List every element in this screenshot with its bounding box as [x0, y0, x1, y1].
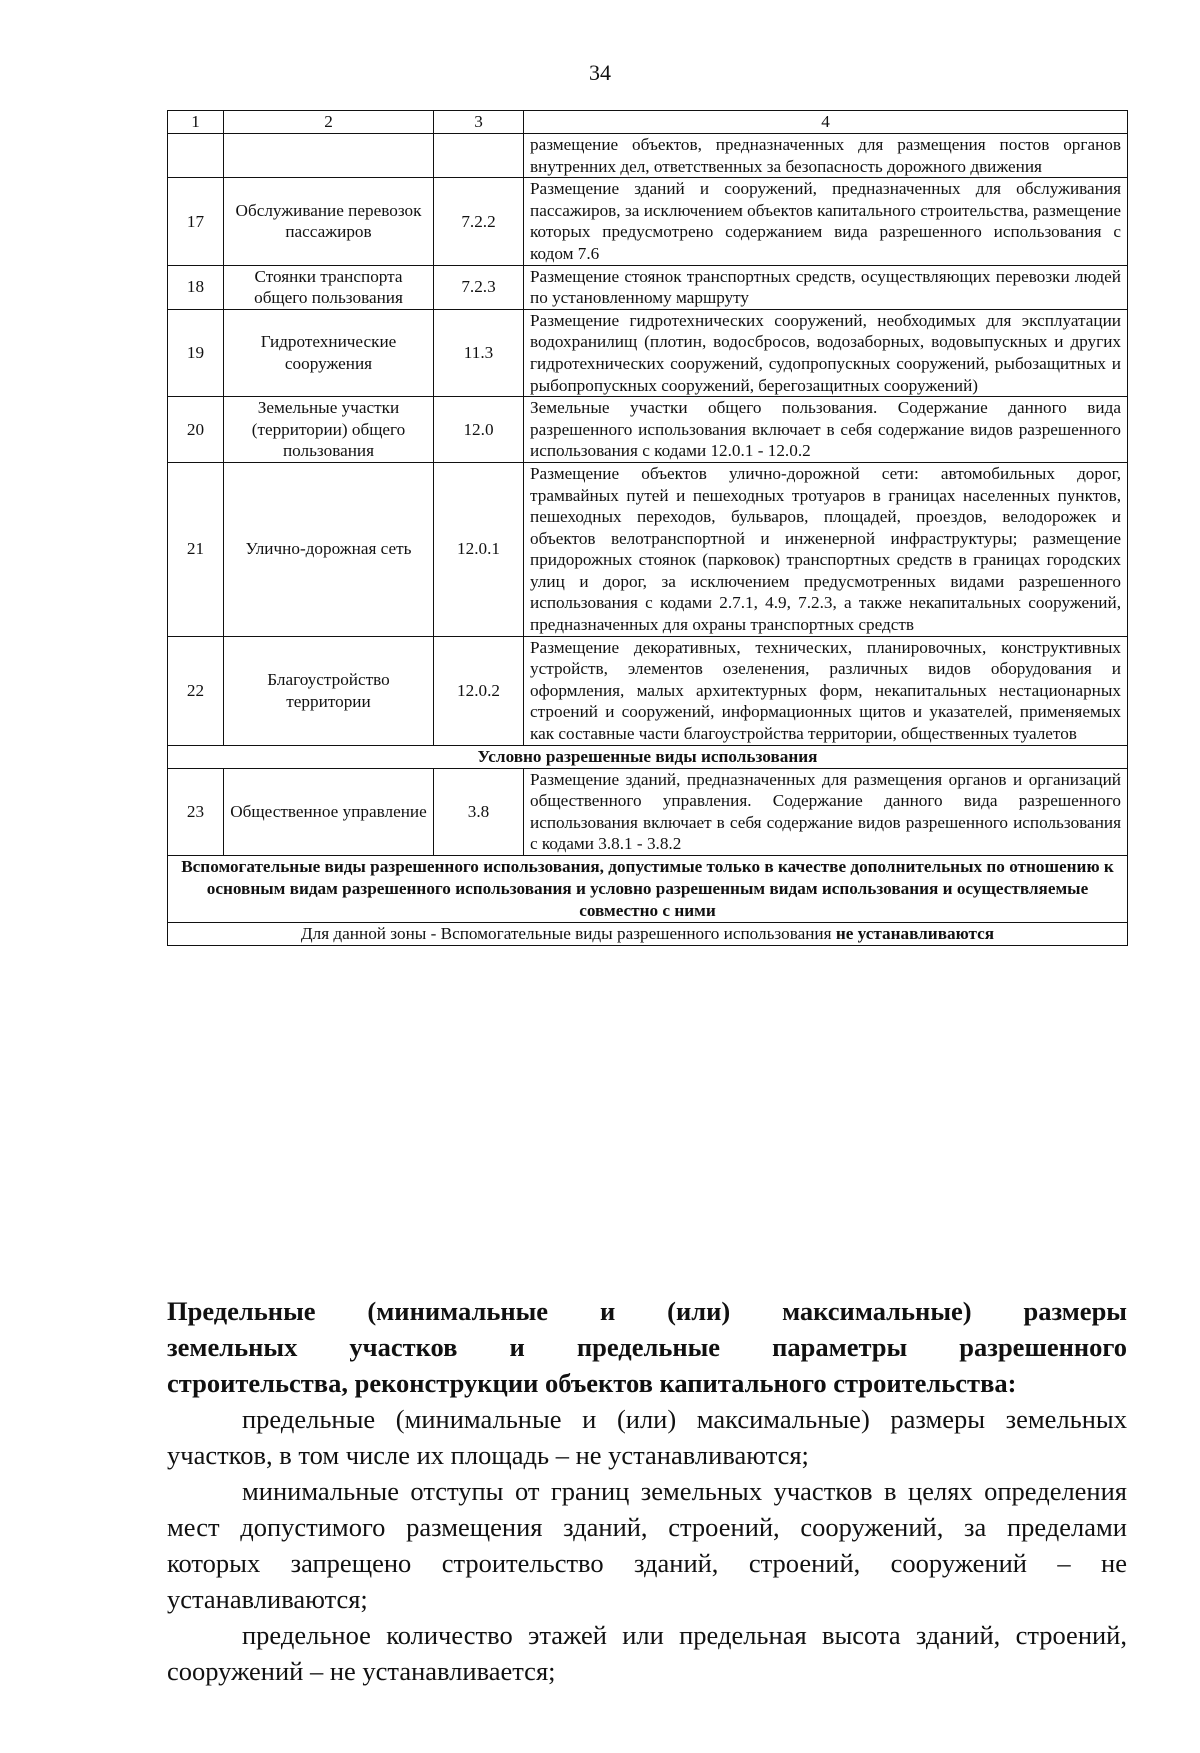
row-code: 7.2.2 [434, 178, 524, 265]
row-code: 7.2.3 [434, 265, 524, 309]
page-number: 34 [589, 60, 611, 85]
row-name: Общественное управление [224, 768, 434, 855]
paragraph: предельные (минимальные и (или) максимальные) размеры земельных участков, в том числе их площадь – не устанавливаются; [167, 1404, 1127, 1470]
table-row [168, 178, 1128, 265]
table-row [168, 462, 1128, 636]
row-num: 18 [168, 265, 224, 309]
row-desc: Земельные участки общего пользования. Содержание данного вида разрешенного использования включает в себя содержание видов разрешенного использования с кодами 12.0.1 - 12.0.2 [524, 397, 1128, 463]
row-num: 19 [168, 309, 224, 396]
row-continuation-desc: размещение объектов, предназначенных для размещения постов органов внутренних дел, ответственных за безопасность дорожного движения [524, 134, 1128, 178]
paragraph: минимальные отступы от границ земельных участков в целях определения мест допустимого размещения зданий, строений, сооружений, за пределами которых запрещено строительство зданий, строений, сооружений – не устанавливаются; [167, 1476, 1127, 1614]
auxiliary-note-prefix: Для данной зоны - Вспомогательные виды разрешенного использования [300, 924, 836, 944]
auxiliary-note-bold: не устанавливаются [835, 924, 995, 944]
col-header-code: 3 [434, 111, 524, 134]
row-desc: Размещение зданий и сооружений, предназначенных для обслуживания пассажиров, за исключением объектов капитального строительства, размещение которых предусмотрено содержанием вида разрешенного использования с кодом 7.6 [524, 178, 1128, 265]
row-code: 12.0.2 [434, 636, 524, 745]
heading-line: земельных участков и предельные параметры разрешенного [167, 1332, 1127, 1362]
row-num: 21 [168, 462, 224, 636]
row-num: 17 [168, 178, 224, 265]
row-name: Улично-дорожная сеть [224, 462, 434, 636]
section-header-row [168, 856, 1128, 923]
heading-line: строительства, реконструкции объектов капитального строительства: [167, 1368, 1017, 1398]
row-name: Земельные участки (территории) общего пользования [224, 397, 434, 463]
heading-line: Предельные (минимальные и (или) максимальные) размеры [167, 1296, 1127, 1326]
table-row [168, 636, 1128, 745]
row-num: 22 [168, 636, 224, 745]
row-desc: Размещение декоративных, технических, планировочных, конструктивных устройств, элементов озеленения, различных видов оборудования и оформления, малых архитектурных форм, некапитальных нестационарных строений и сооружений, информационных щитов и указателей, применяемых как составные части благоустройства территории, общественных туалетов [524, 636, 1128, 745]
table-row [168, 134, 1128, 178]
row-desc: Размещение гидротехнических сооружений, необходимых для эксплуатации водохранилищ (плотин, водосбросов, водозаборных, водовыпускных и других гидротехнических сооружений, судопропускных сооружений, рыбозащитных и рыбопропускных сооружений, берегозащитных сооружений) [524, 309, 1128, 396]
table-header-row [168, 111, 1128, 134]
table-row [168, 768, 1128, 855]
row-desc: Размещение зданий, предназначенных для размещения органов и организаций общественного управления. Содержание данного вида разрешенного использования включает в себя содержание видов разрешенного использования с кодами 3.8.1 - 3.8.2 [524, 768, 1128, 855]
row-desc: Размещение объектов улично-дорожной сети: автомобильных дорог, трамвайных путей и пешеходных тротуаров в границах населенных пунктов, пешеходных переходов, бульваров, площадей, проездов, велодорожек и объектов велотранспортной и инженерной инфраструктуры; размещение придорожных стоянок (парковок) транспортных средств в границах городских улиц и дорог, за исключением предусмотренных видами разрешенного использования с кодами 2.7.1, 4.9, 7.2.3, а также некапитальных сооружений, предназначенных для охраны транспортных средств [524, 462, 1128, 636]
row-name: Стоянки транспорта общего пользования [224, 265, 434, 309]
row-code: 12.0.1 [434, 462, 524, 636]
section-heading [167, 1293, 1127, 1401]
section-header-row [168, 745, 1128, 768]
col-header-desc: 4 [524, 111, 1128, 134]
paragraph: предельное количество этажей или предельная высота зданий, строений, сооружений – не устанавливается; [167, 1620, 1127, 1686]
conditional-uses-header: Условно разрешенные виды использования [168, 745, 1128, 768]
col-header-name: 2 [224, 111, 434, 134]
table-row [168, 265, 1128, 309]
table-row [168, 397, 1128, 463]
table-row [168, 309, 1128, 396]
row-desc: Размещение стоянок транспортных средств, осуществляющих перевозки людей по установленному маршруту [524, 265, 1128, 309]
table-row [168, 923, 1128, 946]
auxiliary-uses-header: Вспомогательные виды разрешенного использования, допустимые только в качестве дополнительных по отношению к основным видам разрешенного использования и условно разрешенным видам использования и осуществляемые совместно с ними [168, 856, 1128, 923]
row-num: 20 [168, 397, 224, 463]
row-num: 23 [168, 768, 224, 855]
land-use-table [167, 110, 1128, 946]
auxiliary-note [168, 923, 1128, 946]
row-code: 12.0 [434, 397, 524, 463]
row-code: 3.8 [434, 768, 524, 855]
col-header-num: 1 [168, 111, 224, 134]
row-name: Гидротехнические сооружения [224, 309, 434, 396]
row-name: Благоустройство территории [224, 636, 434, 745]
row-name: Обслуживание перевозок пассажиров [224, 178, 434, 265]
row-code: 11.3 [434, 309, 524, 396]
